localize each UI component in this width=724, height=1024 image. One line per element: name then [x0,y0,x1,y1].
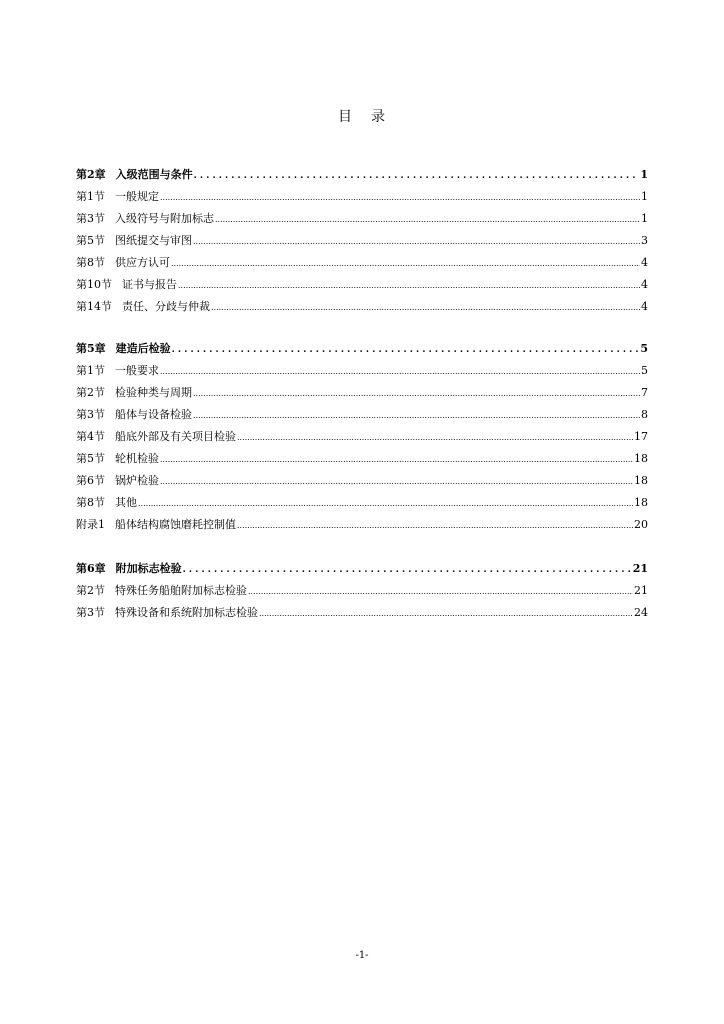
toc-item-row[interactable] [76,360,648,382]
toc-entry-number: 第3节 [76,606,105,619]
toc-item-row[interactable] [76,580,648,602]
toc-item-row[interactable] [76,186,648,208]
toc-page-number: 4 [641,256,648,269]
toc-entry-title: 建造后检验 [115,342,171,355]
toc-entry-title: 证书与报告 [122,278,177,291]
toc-leader-dots [160,186,640,209]
toc-entry-title: 其他 [115,496,137,509]
toc-leader-dots [178,274,640,297]
toc-entry-number: 第8节 [76,256,105,269]
toc-entry-number: 第6节 [76,474,105,487]
toc-chapter-row[interactable] [76,164,648,186]
toc-section-3 [76,558,648,624]
toc-page-number: 18 [634,452,648,465]
toc-leader-dots [215,208,640,231]
toc-entry-title: 特殊设备和系统附加标志检验 [115,606,258,619]
toc-entry-number: 第2节 [76,584,105,597]
toc-leader-dots [193,230,640,253]
page-title [0,106,724,126]
toc-item-row[interactable] [76,382,648,404]
toc-leader-dots [138,492,633,515]
toc-entry-title: 入级符号与附加标志 [115,212,214,225]
toc-entry-title: 图纸提交与审图 [115,234,192,247]
toc-leader-dots [193,404,640,427]
toc-entry-number: 第1节 [76,364,105,377]
toc-entry-number: 第14节 [76,300,112,313]
toc-section-2 [76,338,648,536]
toc-leader-dots [183,558,632,581]
toc-leader-dots [193,382,640,405]
toc-item-row[interactable] [76,492,648,514]
toc-entry-number: 第3节 [76,212,105,225]
toc-leader-dots [259,602,633,625]
toc-item-row[interactable] [76,208,648,230]
toc-item-row[interactable] [76,296,648,318]
toc-page-number: 21 [632,562,648,575]
toc-leader-dots [160,360,640,383]
toc-leader-dots [248,580,633,603]
toc-entry-number: 第3节 [76,408,105,421]
page-title-char-2: 录 [371,109,386,125]
toc-item-row[interactable] [76,404,648,426]
toc-entry-title: 锅炉检验 [115,474,159,487]
toc-entry-number: 第2章 [76,168,106,181]
toc-leader-dots [160,470,633,493]
toc-entry-title: 责任、分歧与仲裁 [122,300,210,313]
toc-entry-number: 附录1 [76,518,105,531]
toc-page-number: 7 [641,386,648,399]
toc-entry-number: 第6章 [76,562,106,575]
toc-page-number: 4 [641,300,648,313]
toc-entry-title: 一般规定 [115,190,159,203]
toc-leader-dots [172,338,640,361]
toc-entry-title: 供应方认可 [115,256,170,269]
toc-page-number: 18 [634,474,648,487]
page-number-footer: -1- [355,950,369,961]
toc-entry-number: 第1节 [76,190,105,203]
toc-page-number: 4 [641,278,648,291]
toc-leader-dots [211,296,640,319]
toc-page-number: 5 [640,342,648,355]
toc-page-number: 5 [641,364,648,377]
toc-entry-number: 第5节 [76,234,105,247]
toc-entry-title: 入级范围与条件 [115,168,193,181]
toc-entry-title: 船体与设备检验 [115,408,192,421]
toc-item-row[interactable] [76,274,648,296]
toc-page-number: 3 [641,234,648,247]
toc-page-number: 1 [641,190,648,203]
toc-item-row[interactable] [76,230,648,252]
toc-entry-number: 第4节 [76,430,105,443]
toc-entry-title: 船底外部及有关项目检验 [115,430,236,443]
toc-entry-number: 第5章 [76,342,106,355]
page-title-char-1: 目 [338,109,353,125]
toc-entry-number: 第10节 [76,278,112,291]
toc-page-number: 24 [634,606,648,619]
toc-entry-title: 轮机检验 [115,452,159,465]
toc-page-number: 21 [634,584,648,597]
toc-leader-dots [237,514,633,537]
toc-item-row[interactable] [76,426,648,448]
toc-chapter-row[interactable] [76,338,648,360]
toc-section-1 [76,164,648,318]
toc-entry-number: 第5节 [76,452,105,465]
toc-entry-title: 特殊任务船舶附加标志检验 [115,584,247,597]
toc-entry-title: 船体结构腐蚀磨耗控制值 [115,518,236,531]
toc-entry-title: 附加标志检验 [115,562,182,575]
toc-page-number: 1 [641,212,648,225]
toc-leader-dots [194,164,640,187]
toc-item-row[interactable] [76,514,648,536]
toc-chapter-row[interactable] [76,558,648,580]
toc-leader-dots [237,426,633,449]
toc-entry-number: 第2节 [76,386,105,399]
toc-item-row[interactable] [76,602,648,624]
toc-item-row[interactable] [76,252,648,274]
toc-page-number: 20 [634,518,648,531]
toc-entry-number: 第8节 [76,496,105,509]
toc-page-number: 8 [641,408,648,421]
toc-entry-title: 一般要求 [115,364,159,377]
toc-leader-dots [160,448,633,471]
toc-item-row[interactable] [76,448,648,470]
toc-page-number: 1 [640,168,648,181]
toc-page-number: 18 [634,496,648,509]
toc-item-row[interactable] [76,470,648,492]
toc-entry-title: 检验种类与周期 [115,386,192,399]
toc-page-number: 17 [634,430,648,443]
toc-leader-dots [171,252,640,275]
